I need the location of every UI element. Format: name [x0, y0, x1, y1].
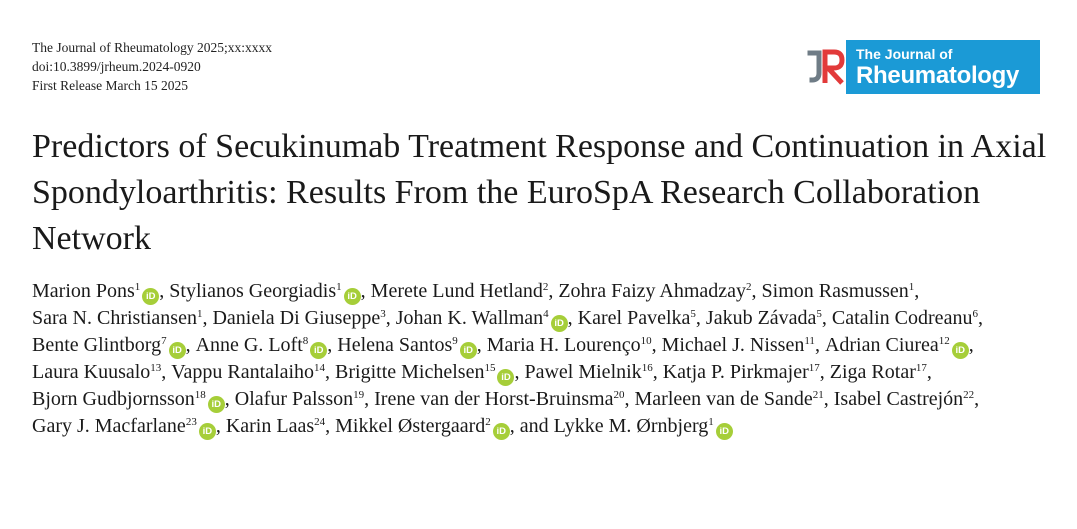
author-list [32, 278, 1062, 440]
affiliation-number: 2 [746, 281, 752, 293]
author-separator: , [624, 388, 635, 410]
author-separator: , [161, 361, 172, 383]
journal-citation: The Journal of Rheumatology 2025;xx:xxxx [32, 40, 272, 55]
author-separator: , [977, 307, 983, 329]
affiliation-number: 20 [613, 389, 625, 401]
author-separator: , [224, 388, 235, 410]
author-name [487, 334, 662, 356]
affiliation-number: 10 [640, 335, 652, 347]
author-separator: , [926, 361, 932, 383]
author-name-text: Bjorn Gudbjornsson [32, 388, 195, 410]
author-separator: , [567, 307, 578, 329]
author-name [32, 361, 171, 383]
author-name-text: Michael J. Nissen [661, 334, 805, 356]
author-name [662, 334, 825, 356]
affiliation-number: 22 [963, 389, 975, 401]
author-name [578, 307, 706, 329]
affiliation-number: 11 [804, 335, 815, 347]
affiliation-number: 18 [194, 389, 206, 401]
author-name-text: Helena Santos [337, 334, 453, 356]
author-name [825, 334, 974, 356]
author-name [32, 280, 169, 302]
author-name [169, 280, 370, 302]
author-name [171, 361, 335, 383]
author-name-text: Olafur Palsson [234, 388, 354, 410]
affiliation-number: 21 [812, 389, 824, 401]
author-name [335, 415, 520, 437]
author-name [32, 334, 196, 356]
author-name [32, 388, 235, 410]
orcid-icon[interactable]: iD [199, 423, 216, 440]
affiliation-number: 7 [161, 335, 167, 347]
author-name-text: Anne G. Loft [195, 334, 303, 356]
orcid-icon[interactable]: iD [497, 369, 514, 386]
author-name [374, 388, 634, 410]
article-title: Predictors of Secukinumab Treatment Response and Continuation in Axial Spondyloarthritis: Results From the EuroSpA Research Collaboration Network [32, 128, 1047, 257]
affiliation-number: 5 [816, 308, 822, 320]
affiliation-number: 15 [484, 362, 496, 374]
author-name [32, 415, 226, 437]
author-name [558, 280, 761, 302]
author-name-text: Marleen van de Sande [634, 388, 813, 410]
affiliation-number: 24 [314, 416, 326, 428]
author-name [663, 361, 830, 383]
author-name-text: Katja P. Pirkmajer [662, 361, 809, 383]
affiliation-number: 6 [972, 308, 978, 320]
author-separator: , [364, 388, 375, 410]
affiliation-number: 3 [380, 308, 386, 320]
affiliation-number: 23 [185, 416, 197, 428]
author-name [212, 307, 395, 329]
author-name-text: Stylianos Georgiadis [169, 280, 337, 302]
author-separator: , [215, 415, 226, 437]
orcid-icon[interactable]: iD [551, 315, 568, 332]
author-name-text: Laura Kuusalo [32, 361, 151, 383]
author-name-text: Karin Laas [225, 415, 315, 437]
orcid-icon[interactable]: iD [142, 288, 159, 305]
orcid-icon[interactable]: iD [952, 342, 969, 359]
author-name [335, 361, 524, 383]
author-name [226, 415, 335, 437]
author-separator: , [185, 334, 196, 356]
author-name [371, 280, 559, 302]
affiliation-number: 1 [708, 416, 714, 428]
journal-logo[interactable] [806, 40, 1040, 94]
orcid-icon[interactable]: iD [716, 423, 733, 440]
affiliation-number: 17 [915, 362, 927, 374]
author-name-text: Irene van der Horst-Bruinsma [374, 388, 614, 410]
author-separator: , [325, 361, 336, 383]
author-separator: , [819, 361, 830, 383]
author-name-text: Adrian Ciurea [824, 334, 939, 356]
orcid-icon[interactable]: iD [169, 342, 186, 359]
author-name-text: Bente Glintborg [32, 334, 162, 356]
author-separator: , [360, 280, 371, 302]
author-separator: , [202, 307, 213, 329]
author-name-text: Gary J. Macfarlane [32, 415, 186, 437]
author-name [832, 307, 983, 329]
affiliation-number: 12 [938, 335, 950, 347]
author-name-text: Johan K. Wallman [395, 307, 544, 329]
affiliation-number: 13 [150, 362, 162, 374]
affiliation-number: 1 [908, 281, 915, 293]
author-name-text: Simon Rasmussen [761, 280, 909, 302]
author-name-text: Catalin Codreanu [831, 307, 973, 329]
author-name-text: Ziga Rotar [829, 361, 916, 383]
author-name [235, 388, 374, 410]
author-separator: , [974, 388, 980, 410]
affiliation-number: 14 [314, 362, 326, 374]
orcid-icon[interactable]: iD [208, 396, 225, 413]
author-name-text: Karel Pavelka [577, 307, 691, 329]
logo-line1: The Journal of [856, 46, 953, 62]
affiliation-number: 1 [196, 308, 203, 320]
affiliation-number: 4 [543, 308, 549, 320]
author-name-text: Jakub Závada [705, 307, 817, 329]
author-name [706, 307, 832, 329]
author-name-text: Mikkel Østergaard [335, 415, 486, 437]
author-separator: , [476, 334, 487, 356]
author-separator: , [325, 415, 336, 437]
author-separator: , [652, 361, 663, 383]
author-separator: , [814, 334, 825, 356]
author-separator: , [514, 361, 525, 383]
affiliation-number: 17 [808, 362, 820, 374]
journal-logo-box [846, 40, 1040, 94]
author-name-text: Zohra Faizy Ahmadzay [558, 280, 747, 302]
author-name-text: Sara N. Christiansen [32, 307, 197, 329]
author-name-text: Vappu Rantalaiho [171, 361, 315, 383]
author-separator: , [159, 280, 170, 302]
affiliation-number: 16 [641, 362, 653, 374]
author-name [32, 307, 212, 329]
affiliation-number: 19 [353, 389, 365, 401]
author-name-text: Isabel Castrejón [833, 388, 964, 410]
author-separator: , [695, 307, 706, 329]
affiliation-number: 5 [690, 308, 696, 320]
affiliation-number: 1 [134, 281, 141, 293]
author-separator: , [548, 280, 559, 302]
author-separator: , [509, 415, 520, 437]
orcid-icon[interactable]: iD [493, 423, 510, 440]
author-name [396, 307, 578, 329]
orcid-icon[interactable]: iD [344, 288, 361, 305]
jr-logo-icon [806, 40, 846, 94]
affiliation-number: 2 [485, 416, 491, 428]
author-name [830, 361, 932, 383]
orcid-icon[interactable]: iD [460, 342, 477, 359]
author-separator: , [968, 334, 974, 356]
article-meta [32, 38, 272, 95]
author-separator: , [914, 280, 920, 302]
author-name-text: Pawel Mielnik [524, 361, 642, 383]
author-separator: , [385, 307, 396, 329]
author-separator: , [651, 334, 662, 356]
author-name-text: Marion Pons [32, 280, 135, 302]
logo-line2: Rheumatology [856, 62, 1020, 89]
affiliation-number: 9 [452, 335, 458, 347]
author-name [337, 334, 486, 356]
release-date: First Release March 15 2025 [32, 78, 188, 93]
author-name [196, 334, 338, 356]
author-name-text: Merete Lund Hetland [370, 280, 543, 302]
author-name [762, 280, 920, 302]
affiliation-number: 1 [336, 281, 342, 293]
author-name [524, 361, 662, 383]
author-name [635, 388, 834, 410]
orcid-icon[interactable]: iD [310, 342, 327, 359]
affiliation-number: 8 [302, 335, 309, 347]
author-name-text: Daniela Di Giuseppe [212, 307, 381, 329]
doi-link[interactable]: doi:10.3899/jrheum.2024-0920 [32, 59, 201, 74]
author-name [834, 388, 979, 410]
author-separator: , [821, 307, 832, 329]
author-name [520, 415, 733, 437]
author-separator: , [751, 280, 762, 302]
author-name-text: and Lykke M. Ørnbjerg [519, 415, 709, 437]
author-separator: , [823, 388, 834, 410]
affiliation-number: 2 [542, 281, 549, 293]
author-name-text: Brigitte Michelsen [335, 361, 485, 383]
author-name-text: Maria H. Lourenço [486, 334, 641, 356]
author-separator: , [327, 334, 338, 356]
